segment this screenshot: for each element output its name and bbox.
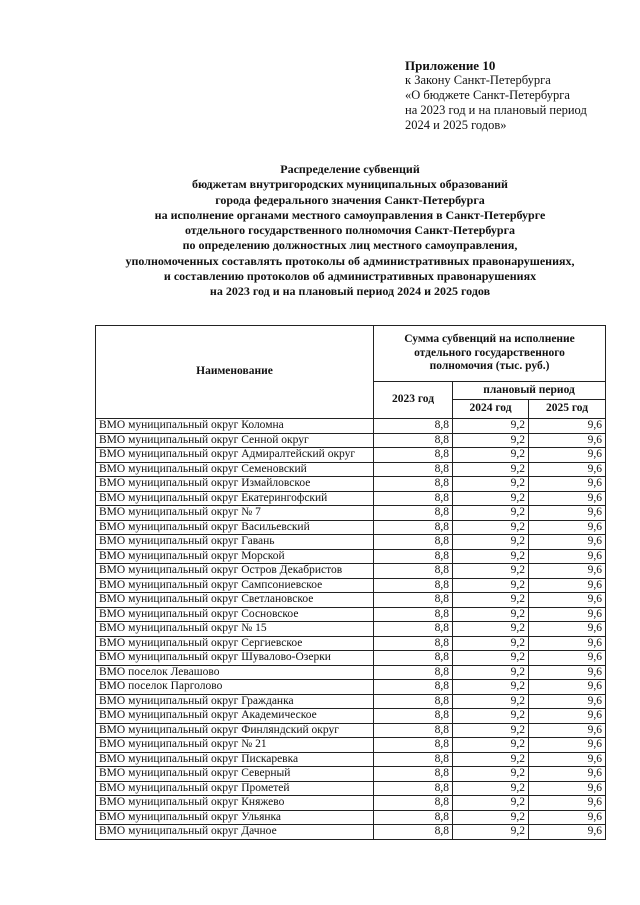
table-row bbox=[96, 448, 606, 463]
value-2023: 8,8 bbox=[374, 810, 453, 825]
table-row bbox=[96, 636, 606, 651]
value-2025: 9,6 bbox=[529, 810, 606, 825]
table-row bbox=[96, 578, 606, 593]
value-2024: 9,2 bbox=[453, 651, 529, 666]
value-2023: 8,8 bbox=[374, 549, 453, 564]
value-2023: 8,8 bbox=[374, 636, 453, 651]
value-2023: 8,8 bbox=[374, 709, 453, 724]
table-row bbox=[96, 709, 606, 724]
value-2025: 9,6 bbox=[529, 520, 606, 535]
value-2025: 9,6 bbox=[529, 767, 606, 782]
value-2024: 9,2 bbox=[453, 564, 529, 579]
value-2025: 9,6 bbox=[529, 549, 606, 564]
value-2025: 9,6 bbox=[529, 448, 606, 463]
value-2023: 8,8 bbox=[374, 593, 453, 608]
value-2023: 8,8 bbox=[374, 767, 453, 782]
appendix-block bbox=[405, 58, 587, 133]
municipality-name: ВМО муниципальный округ № 21 bbox=[96, 738, 374, 753]
municipality-name: ВМО муниципальный округ Семеновский bbox=[96, 462, 374, 477]
title-line: бюджетам внутригородских муниципальных образований bbox=[192, 177, 508, 192]
value-2025: 9,6 bbox=[529, 419, 606, 434]
value-2024: 9,2 bbox=[453, 549, 529, 564]
value-2023: 8,8 bbox=[374, 448, 453, 463]
municipality-name: ВМО муниципальный округ Шувалово-Озерки bbox=[96, 651, 374, 666]
value-2025: 9,6 bbox=[529, 796, 606, 811]
municipality-name: ВМО муниципальный округ Сергиевское bbox=[96, 636, 374, 651]
title-line: уполномоченных составлять протоколы об административных правонарушениях, bbox=[125, 253, 575, 268]
value-2024: 9,2 bbox=[453, 535, 529, 550]
value-2023: 8,8 bbox=[374, 433, 453, 448]
header-2024: 2024 год bbox=[453, 400, 529, 419]
table-row bbox=[96, 549, 606, 564]
table-row bbox=[96, 491, 606, 506]
value-2025: 9,6 bbox=[529, 607, 606, 622]
municipality-name: ВМО муниципальный округ Остров Декабристов bbox=[96, 564, 374, 579]
value-2023: 8,8 bbox=[374, 520, 453, 535]
table-row bbox=[96, 535, 606, 550]
table-row bbox=[96, 607, 606, 622]
value-2024: 9,2 bbox=[453, 433, 529, 448]
header-sum: Сумма субвенций на исполнение отдельного государственного полномочия (тыс. руб.) bbox=[374, 326, 606, 382]
value-2025: 9,6 bbox=[529, 694, 606, 709]
table-row bbox=[96, 593, 606, 608]
value-2023: 8,8 bbox=[374, 622, 453, 637]
header-2023: 2023 год bbox=[374, 382, 453, 419]
municipality-name: ВМО муниципальный округ Финляндский округ bbox=[96, 723, 374, 738]
value-2023: 8,8 bbox=[374, 680, 453, 695]
table-row bbox=[96, 665, 606, 680]
table-row bbox=[96, 419, 606, 434]
value-2025: 9,6 bbox=[529, 825, 606, 840]
municipality-name: ВМО муниципальный округ Измайловское bbox=[96, 477, 374, 492]
value-2023: 8,8 bbox=[374, 462, 453, 477]
value-2023: 8,8 bbox=[374, 651, 453, 666]
municipality-name: ВМО муниципальный округ Гавань bbox=[96, 535, 374, 550]
value-2024: 9,2 bbox=[453, 578, 529, 593]
value-2024: 9,2 bbox=[453, 607, 529, 622]
value-2023: 8,8 bbox=[374, 419, 453, 434]
table-row bbox=[96, 752, 606, 767]
value-2025: 9,6 bbox=[529, 564, 606, 579]
municipality-name: ВМО муниципальный округ Морской bbox=[96, 549, 374, 564]
value-2025: 9,6 bbox=[529, 680, 606, 695]
value-2025: 9,6 bbox=[529, 709, 606, 724]
value-2024: 9,2 bbox=[453, 520, 529, 535]
title-line: отдельного государственного полномочия Санкт-Петербурга bbox=[184, 223, 516, 238]
table-row bbox=[96, 796, 606, 811]
value-2023: 8,8 bbox=[374, 723, 453, 738]
value-2023: 8,8 bbox=[374, 578, 453, 593]
subsidy-table bbox=[95, 325, 606, 840]
municipality-name: ВМО муниципальный округ Сенной округ bbox=[96, 433, 374, 448]
value-2024: 9,2 bbox=[453, 477, 529, 492]
value-2023: 8,8 bbox=[374, 491, 453, 506]
value-2024: 9,2 bbox=[453, 767, 529, 782]
municipality-name: ВМО муниципальный округ Коломна bbox=[96, 419, 374, 434]
table-row bbox=[96, 564, 606, 579]
value-2024: 9,2 bbox=[453, 680, 529, 695]
municipality-name: ВМО муниципальный округ Сампсониевское bbox=[96, 578, 374, 593]
table-row bbox=[96, 781, 606, 796]
value-2025: 9,6 bbox=[529, 723, 606, 738]
value-2025: 9,6 bbox=[529, 593, 606, 608]
value-2023: 8,8 bbox=[374, 564, 453, 579]
value-2025: 9,6 bbox=[529, 651, 606, 666]
title-line: Распределение субвенций bbox=[280, 162, 420, 176]
title-line: на 2023 год и на плановый период 2024 и 2025 годов bbox=[209, 284, 491, 299]
value-2024: 9,2 bbox=[453, 506, 529, 521]
table-row bbox=[96, 462, 606, 477]
table-row bbox=[96, 738, 606, 753]
appendix-line: «О бюджете Санкт-Петербурга bbox=[405, 88, 570, 102]
value-2023: 8,8 bbox=[374, 738, 453, 753]
value-2024: 9,2 bbox=[453, 593, 529, 608]
value-2024: 9,2 bbox=[453, 491, 529, 506]
value-2023: 8,8 bbox=[374, 535, 453, 550]
header-planned: плановый период bbox=[453, 382, 606, 400]
appendix-heading: Приложение 10 bbox=[405, 58, 496, 73]
title-line: и составлению протоколов об административных правонарушениях bbox=[163, 269, 537, 284]
value-2025: 9,6 bbox=[529, 636, 606, 651]
value-2023: 8,8 bbox=[374, 694, 453, 709]
table-row bbox=[96, 723, 606, 738]
municipality-name: ВМО муниципальный округ № 15 bbox=[96, 622, 374, 637]
value-2025: 9,6 bbox=[529, 752, 606, 767]
title-line: на исполнение органами местного самоуправления в Санкт-Петербурге bbox=[154, 207, 546, 222]
value-2024: 9,2 bbox=[453, 462, 529, 477]
title-line: города федерального значения Санкт-Петербурга bbox=[215, 192, 485, 207]
municipality-name: ВМО поселок Левашово bbox=[96, 665, 374, 680]
table-row bbox=[96, 810, 606, 825]
table-row bbox=[96, 651, 606, 666]
table-row bbox=[96, 680, 606, 695]
appendix-line: к Закону Санкт-Петербурга bbox=[405, 73, 551, 87]
municipality-name: ВМО муниципальный округ Северный bbox=[96, 767, 374, 782]
municipality-name: ВМО муниципальный округ Адмиралтейский округ bbox=[96, 448, 374, 463]
municipality-name: ВМО поселок Парголово bbox=[96, 680, 374, 695]
value-2025: 9,6 bbox=[529, 477, 606, 492]
value-2024: 9,2 bbox=[453, 419, 529, 434]
value-2023: 8,8 bbox=[374, 796, 453, 811]
table-row bbox=[96, 433, 606, 448]
value-2025: 9,6 bbox=[529, 665, 606, 680]
value-2025: 9,6 bbox=[529, 622, 606, 637]
value-2025: 9,6 bbox=[529, 781, 606, 796]
value-2024: 9,2 bbox=[453, 825, 529, 840]
municipality-name: ВМО муниципальный округ Академическое bbox=[96, 709, 374, 724]
value-2024: 9,2 bbox=[453, 709, 529, 724]
municipality-name: ВМО муниципальный округ Прометей bbox=[96, 781, 374, 796]
value-2025: 9,6 bbox=[529, 738, 606, 753]
value-2025: 9,6 bbox=[529, 433, 606, 448]
value-2023: 8,8 bbox=[374, 752, 453, 767]
municipality-name: ВМО муниципальный округ № 7 bbox=[96, 506, 374, 521]
value-2023: 8,8 bbox=[374, 665, 453, 680]
municipality-name: ВМО муниципальный округ Светлановское bbox=[96, 593, 374, 608]
header-name: Наименование bbox=[96, 326, 374, 419]
municipality-name: ВМО муниципальный округ Екатерингофский bbox=[96, 491, 374, 506]
table-row bbox=[96, 622, 606, 637]
table-row bbox=[96, 520, 606, 535]
value-2025: 9,6 bbox=[529, 506, 606, 521]
municipality-name: ВМО муниципальный округ Княжево bbox=[96, 796, 374, 811]
municipality-name: ВМО муниципальный округ Гражданка bbox=[96, 694, 374, 709]
value-2024: 9,2 bbox=[453, 810, 529, 825]
appendix-line: на 2023 год и на плановый период bbox=[405, 103, 587, 117]
value-2024: 9,2 bbox=[453, 694, 529, 709]
value-2023: 8,8 bbox=[374, 506, 453, 521]
value-2024: 9,2 bbox=[453, 636, 529, 651]
value-2024: 9,2 bbox=[453, 665, 529, 680]
value-2023: 8,8 bbox=[374, 825, 453, 840]
value-2024: 9,2 bbox=[453, 738, 529, 753]
municipality-name: ВМО муниципальный округ Ульянка bbox=[96, 810, 374, 825]
value-2024: 9,2 bbox=[453, 622, 529, 637]
document-title bbox=[90, 162, 610, 300]
municipality-name: ВМО муниципальный округ Сосновское bbox=[96, 607, 374, 622]
table-row bbox=[96, 477, 606, 492]
value-2025: 9,6 bbox=[529, 578, 606, 593]
table-row bbox=[96, 506, 606, 521]
value-2024: 9,2 bbox=[453, 781, 529, 796]
table-row bbox=[96, 694, 606, 709]
appendix-line: 2024 и 2025 годов» bbox=[405, 118, 507, 132]
municipality-name: ВМО муниципальный округ Пискаревка bbox=[96, 752, 374, 767]
title-line: по определению должностных лиц местного самоуправления, bbox=[182, 238, 518, 253]
header-2025: 2025 год bbox=[529, 400, 606, 419]
value-2025: 9,6 bbox=[529, 462, 606, 477]
value-2024: 9,2 bbox=[453, 723, 529, 738]
value-2024: 9,2 bbox=[453, 448, 529, 463]
value-2023: 8,8 bbox=[374, 607, 453, 622]
table-row bbox=[96, 825, 606, 840]
table-row bbox=[96, 767, 606, 782]
value-2023: 8,8 bbox=[374, 781, 453, 796]
municipality-name: ВМО муниципальный округ Дачное bbox=[96, 825, 374, 840]
value-2024: 9,2 bbox=[453, 796, 529, 811]
value-2024: 9,2 bbox=[453, 752, 529, 767]
municipality-name: ВМО муниципальный округ Васильевский bbox=[96, 520, 374, 535]
value-2025: 9,6 bbox=[529, 491, 606, 506]
value-2023: 8,8 bbox=[374, 477, 453, 492]
value-2025: 9,6 bbox=[529, 535, 606, 550]
